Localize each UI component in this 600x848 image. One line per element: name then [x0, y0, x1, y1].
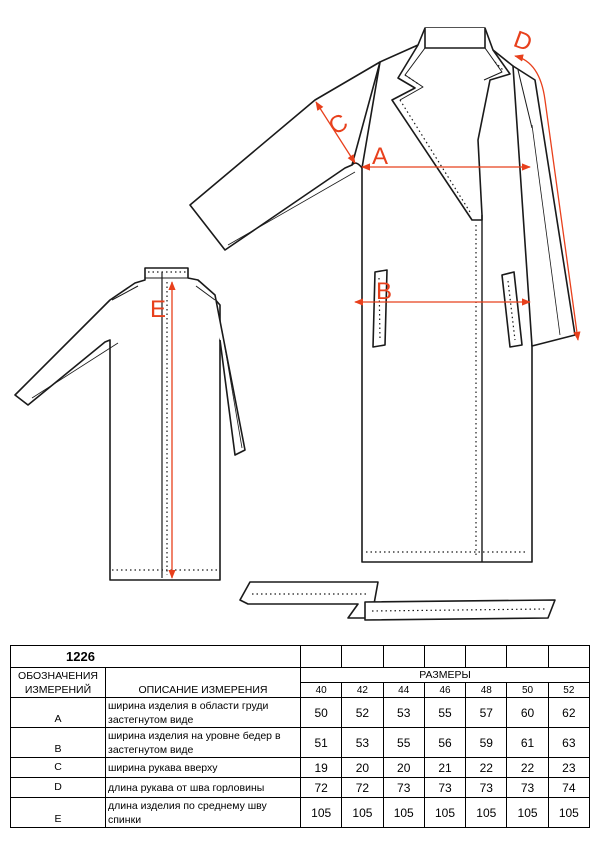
size-cell: 52	[548, 683, 589, 698]
size-cell: 40	[301, 683, 342, 698]
row-value: 62	[548, 698, 589, 728]
row-value: 105	[466, 798, 507, 828]
model-number: 1226	[11, 646, 301, 668]
row-value: 59	[466, 728, 507, 758]
row-value: 22	[507, 758, 548, 778]
row-value: 53	[342, 728, 383, 758]
table-row	[11, 728, 590, 758]
row-description: длина изделия по среднему шву спинки	[106, 798, 301, 828]
size-table	[10, 645, 590, 828]
label-e: E	[150, 296, 167, 323]
row-value: 73	[466, 778, 507, 798]
size-cell: 48	[466, 683, 507, 698]
belt	[240, 582, 555, 620]
row-code: B	[11, 728, 106, 758]
label-b: B	[376, 278, 393, 305]
back-view	[15, 268, 245, 580]
row-value: 73	[424, 778, 465, 798]
row-value: 105	[383, 798, 424, 828]
row-value: 22	[466, 758, 507, 778]
row-value: 55	[383, 728, 424, 758]
table-row	[11, 778, 590, 798]
row-value: 105	[342, 798, 383, 828]
row-description: ширина рукава вверху	[106, 758, 301, 778]
row-value: 61	[507, 728, 548, 758]
row-description: ширина изделия на уровне бедер в застегнутом виде	[106, 728, 301, 758]
row-code: D	[11, 778, 106, 798]
row-value: 19	[301, 758, 342, 778]
row-value: 105	[301, 798, 342, 828]
size-cell: 42	[342, 683, 383, 698]
row-code: E	[11, 798, 106, 828]
table-row	[11, 758, 590, 778]
row-value: 20	[383, 758, 424, 778]
row-value: 51	[301, 728, 342, 758]
row-value: 73	[507, 778, 548, 798]
row-value: 23	[548, 758, 589, 778]
table-row	[11, 798, 590, 828]
label-d: D	[510, 25, 536, 58]
row-value: 105	[424, 798, 465, 828]
row-value: 56	[424, 728, 465, 758]
row-value: 55	[424, 698, 465, 728]
row-value: 20	[342, 758, 383, 778]
row-value: 50	[301, 698, 342, 728]
row-description: ширина изделия в области груди застегнутом виде	[106, 698, 301, 728]
size-cell: 46	[424, 683, 465, 698]
label-a: A	[372, 143, 389, 170]
row-value: 60	[507, 698, 548, 728]
description-header: ОПИСАНИЕ ИЗМЕРЕНИЯ	[106, 668, 301, 698]
code-header: ОБОЗНАЧЕНИЯ ИЗМЕРЕНИЙ	[11, 668, 106, 698]
row-description: длина рукава от шва горловины	[106, 778, 301, 798]
row-value: 21	[424, 758, 465, 778]
row-value: 52	[342, 698, 383, 728]
row-code: C	[11, 758, 106, 778]
row-value: 72	[342, 778, 383, 798]
size-cell: 50	[507, 683, 548, 698]
sizes-header: РАЗМЕРЫ	[301, 668, 590, 683]
size-cell: 44	[383, 683, 424, 698]
label-c: C	[324, 108, 353, 141]
row-value: 72	[301, 778, 342, 798]
table-row	[11, 698, 590, 728]
row-value: 73	[383, 778, 424, 798]
row-value: 63	[548, 728, 589, 758]
row-value: 74	[548, 778, 589, 798]
row-value: 105	[507, 798, 548, 828]
row-code: A	[11, 698, 106, 728]
row-value: 105	[548, 798, 589, 828]
row-value: 57	[466, 698, 507, 728]
row-value: 53	[383, 698, 424, 728]
